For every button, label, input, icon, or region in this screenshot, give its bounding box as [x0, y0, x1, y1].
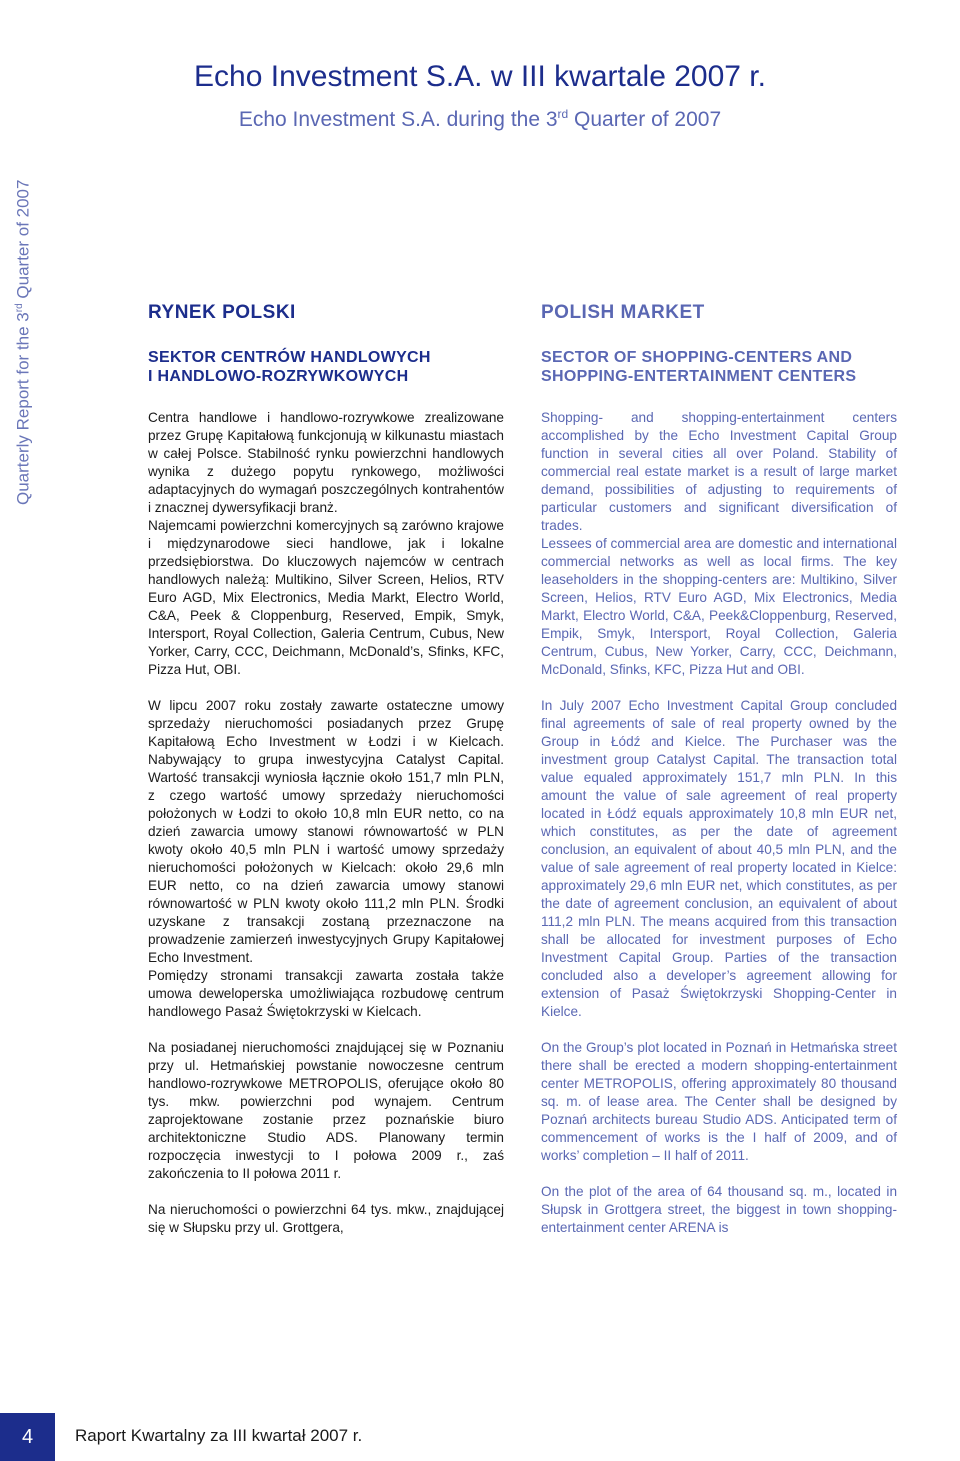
- subtitle-superscript: rd: [557, 107, 569, 121]
- polish-column: [148, 302, 504, 1237]
- polish-paragraph-4: Pomiędzy stronami transakcji zawarta została także umowa deweloperska umożliwiająca rozbudowę centrum handlowego Pasaż Świętokrzyski w Kielcach.: [148, 968, 504, 1019]
- page-subtitle: [0, 107, 960, 132]
- side-label-superscript: rd: [14, 303, 25, 313]
- english-section-subheading: [541, 348, 897, 386]
- polish-subheading-line2: I HANDLOWO-ROZRYWKOWYCH: [148, 368, 409, 385]
- subtitle-text-post: Quarter of 2007: [568, 108, 722, 131]
- side-label-post: Quarter of 2007: [13, 179, 33, 304]
- polish-section-heading: RYNEK POLSKI: [148, 302, 296, 323]
- english-section-heading: POLISH MARKET: [541, 302, 705, 323]
- polish-paragraph-3: W lipcu 2007 roku zostały zawarte ostateczne umowy sprzedaży nieruchomości posiadanych przez Grupę Kapitałową Echo Investment w Łodzi i w Kielcach. Nabywający to grupa inwestycyjna Catalyst Capital. Wartość transakcji wyniosła łącznie około 151,7 mln PLN, z czego wartość umowy sprzedaży nieruchomości położonych w Łodzi to około 10,8 mln EUR netto, co na dzień zawarcia umowy stanowi równowartość w PLN kwoty około 40,5 mln PLN i wartość umowy sprzedaży nieruchomości położonych w Kielcach: około 29,6 mln EUR netto, co na dzień zawarcia umowy stanowi równowartość w PLN kwoty około 111,2 mln PLN. Środki uzyskane z transakcji zostaną przeznaczone na prowadzenie zamierzeń inwestycyjnych Grupy Kapitałowej Echo Investment.: [148, 698, 504, 965]
- side-label-pre: Quarterly Report for the 3: [13, 312, 33, 505]
- english-subheading-line2: SHOPPING-ENTERTAINMENT CENTERS: [541, 368, 857, 385]
- subtitle-text-pre: Echo Investment S.A. during the 3: [238, 108, 558, 131]
- polish-paragraph-5: Na posiadanej nieruchomości znajdującej się w Poznaniu przy ul. Hetmańskiej powstanie nowoczesne centrum handlowo-rozrywkowe METROPOLIS, oferujące około 80 tys. mkw. powierzchni pod wynajem. Centrum zaprojektowane zostanie przez poznańskie biuro architektoniczne Studio ADS. Planowany termin rozpoczęcia inwestycji to I połowa 2009 r., zaś zakończenia to II połowa 2011 r.: [148, 1040, 504, 1181]
- english-subheading-line1: SECTOR OF SHOPPING-CENTERS AND: [541, 349, 853, 366]
- page-number-badge: 4: [0, 1413, 55, 1461]
- footer-text: Raport Kwartalny za III kwartał 2007 r.: [75, 1426, 363, 1445]
- english-paragraph-4: On the Group’s plot located in Poznań in Hetmańska street there shall be erected a modern shopping-entertainment center METROPOLIS, offering approximately 80 thousand sq. m. of lease area. The Center shall be designed by Poznań architects bureau Studio ADS. Anticipated term of commencement of works is the I half of 2009, and of works’ completion – II half of 2011.: [541, 1040, 897, 1163]
- polish-subheading-line1: SEKTOR CENTRÓW HANDLOWYCH: [148, 349, 431, 366]
- english-paragraph-3: In July 2007 Echo Investment Capital Group concluded final agreements of sale of real property owned by the Group in Łódź and Kielce. The Purchaser was the investment group Catalyst Capital. The transaction total value equaled approximately 151,7 mln PLN. In this amount the value of sale agreement of real property located in Łódź equals approximately 10,8 mln EUR net, which constitutes, as per the date of agreement conclusion, an equivalent of about 40,5 mln PLN, and the value of sale agreement of real property located in Kielce: approximately 29,6 mln EUR net, which constitutes, as per the date of agreement conclusion, an equivalent of about 111,2 mln PLN. The means acquired from this transaction shall be allocated for investment purposes of Echo Investment Capital Group. Parties of the transaction concluded also a developer’s agreement allowing for extension of Pasaż Świętokrzyski Shopping-Center in Kielce.: [541, 698, 897, 1019]
- english-paragraph-2: Lessees of commercial area are domestic and international commercial networks as well as local firms. The key leaseholders in the shopping-centers are: Multikino, Silver Screen, Helios, RTV Euro AGD, Mix Electronics, Media Markt, Electro World, C&A, Peek&Cloppenburg, Reserved, Empik, Smyk, Intersport, Royal Collection, Galeria Centrum, Cubus, New Yorker, Carry, CCC, Deichmann, McDonald, Sfinks, KFC, Pizza Hut and OBI.: [541, 536, 897, 677]
- polish-section-subheading: [148, 348, 504, 386]
- polish-paragraph-6: Na nieruchomości o powierzchni 64 tys. mkw., znajdującej się w Słupsku przy ul. Grottgera,: [148, 1202, 504, 1235]
- english-column: [541, 302, 897, 1237]
- page-title: Echo Investment S.A. w III kwartale 2007 r.: [194, 60, 766, 93]
- polish-paragraph-2: Najemcami powierzchni komercyjnych są zarówno krajowe i międzynarodowe sieci handlowe, jak i lokalne przedsiębiorstwa. Do kluczowych najemców w centrach handlowych należą: Multikino, Silver Screen, Helios, RTV Euro AGD, Mix Electronics, Media Markt, Electro World, C&A, Peek & Cloppenburg, Reserved, Empik, Smyk, Intersport, Royal Collection, Galeria Centrum, Cubus, New Yorker, Carry, CCC, Deichmann, McDonald’s, Sfinks, KFC, Pizza Hut, OBI.: [148, 518, 504, 677]
- english-paragraph-5: On the plot of the area of 64 thousand sq. m., located in Słupsk in Grottgera street, the biggest in town shopping-entertainment center ARENA is: [541, 1184, 897, 1235]
- vertical-side-label: [5, 179, 35, 505]
- english-paragraph-1: Shopping- and shopping-entertainment centers accomplished by the Echo Investment Capital Group function in several cities all over Poland. Stability of commercial real estate market is a result of large market demand, possibilities of adjusting to requirements of particular customers and significant diversification of trades.: [541, 410, 897, 533]
- polish-paragraph-1: Centra handlowe i handlowo-rozrywkowe zrealizowane przez Grupę Kapitałową funkcjonują w kilkunastu miastach w całej Polsce. Stabilność rynku powierzchni handlowych wynika z dużego popytu rynkowego, możliwości adaptacyjnych do wymagań poszczególnych kontrahentów i znacznej dywersyfikacji branż.: [148, 410, 504, 515]
